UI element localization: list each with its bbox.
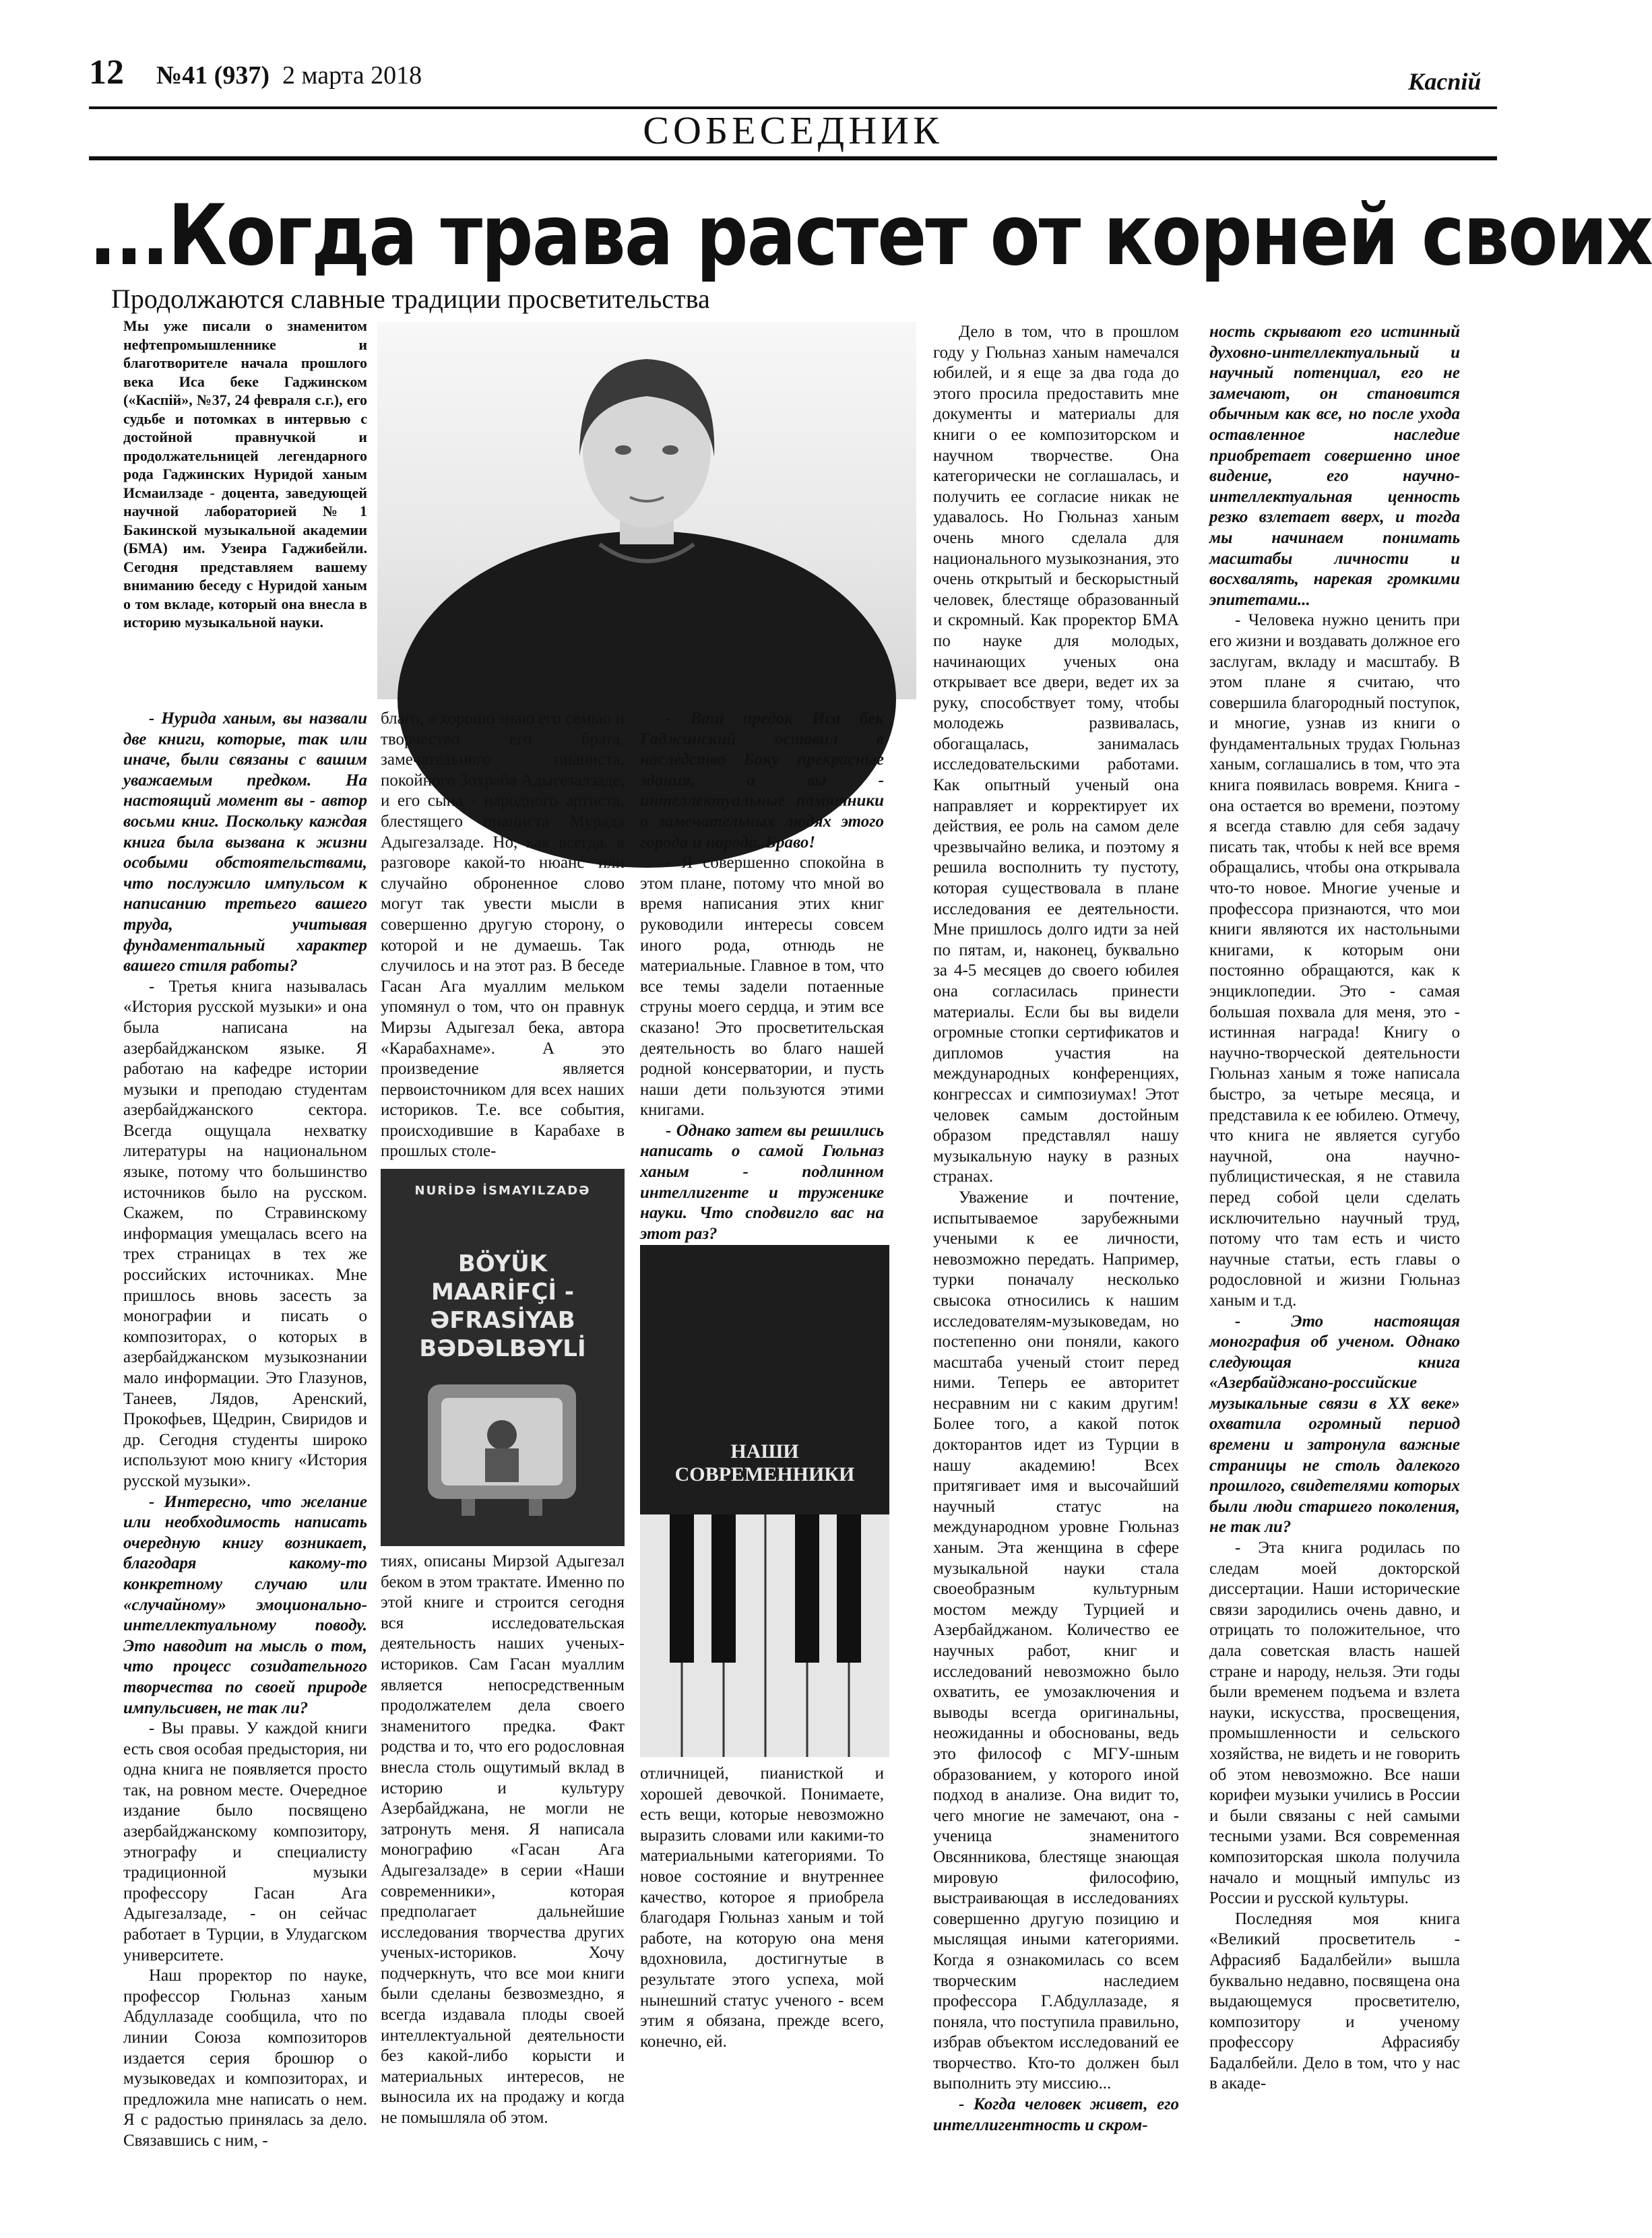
tv-illustration [421, 1371, 583, 1519]
lead-text: Мы уже писали о знаменитом нефтепромышленнике и благотворителе начала прошлого века Иса беке Гаджинском («Каспiй», №37, 24 февраля с.г.), его судьбе и потомках в интервью с достойной правнучкой и продолжательницей легендарного рода Гаджинских Нуридой ханым Исмаилзаде - доцента, заведующей научной лабораторией №1 Бакинской музыкальной академии (БМА) им. Узеира Гаджибейли. Сегодня представляем вашему вниманию беседу с Нуридой ханым о том вкладе, который она внесла в историю музыкальной науки. [123, 317, 367, 631]
column-4 [933, 322, 1179, 2218]
book-author: NURİDƏ İSMAYILZADƏ [414, 1184, 591, 1198]
issue-date: 2 марта 2018 [282, 61, 422, 90]
question-5-continued: ность скрывают его истинный духовно-интеллектуальный и научный потенциал, его не замечают, он становится обычным как все, но после ухода оставленное наследие приобретает совершенно иное видение, его научно-интеллектуальная ценность резко взлетает вверх, и тогда мы начинаем понимать масштабы личности и восхвалять, нарекая громкими эпитетами... [1209, 323, 1460, 609]
answer-paragraph: Последняя моя книга «Великий просветитель - Афрасияб Бадалбейли» вышла буквально недавно, посвящена она выдающемуся просветителю, композитору и ученому профессору Афрасиябу Бадалбейли. Дело в том, что у нас в акаде- [1209, 1909, 1460, 2093]
answer-paragraph: отличницей, пианисткой и хорошей девочкой. Понимаете, есть вещи, которые невозможно выразить словами или какими-то материальными категориями. То новое состояние и внутреннее качество, которое я приобрела благодаря Гюльназ ханым и той работе, на которую она меня вдохновила, достигнутые в результате этого успеха, мой нынешний статус ученого - всем этим я обязана, прежде всего, конечно, ей. [640, 1764, 884, 2051]
answer-paragraph: - Я совершенно спокойна в этом плане, потому что мной во время написания этих книг руководили интересы совсем иного рода, отнюдь не материальные. Главное в том, что все темы задели потаенные струны моего сердца, и этим все сказано! Это просветительская деятельность во благо нашей родной консерватории, и пусть наши дети пользуются этими книгами. [640, 854, 884, 1120]
answer-paragraph: - Вы правы. У каждой книги есть своя особая предыстория, ни одна книга не появляется просто так, на ровном месте. Очередное издание было посвящено азербайджанскому композитору, этнографу и специалисту традиционной музыки профессору Гасан Ага Адыгезалзаде, - он сейчас работает в Турции, в Улудагском университете. [123, 1719, 367, 1964]
column-5 [1209, 322, 1460, 2218]
newspaper-brand: Каспiй [1408, 68, 1482, 95]
issue-info [156, 61, 422, 90]
lead-block [123, 317, 367, 686]
book-cover-badalbeyli [381, 1169, 625, 1546]
rubric: СОБЕСЕДНИК [643, 108, 943, 152]
question-4: - Однако затем вы решились написать о самой Гюльназ ханым - подлинном интеллигенте и труженике науки. Что сподвигло вас на этот раз? [640, 1121, 884, 1243]
question-5: - Когда человек живет, его интеллигентность и скром- [933, 2095, 1179, 2134]
column-3-top [640, 709, 884, 1243]
issue-number: №41 (937) [156, 61, 269, 90]
answer-paragraph: благо, я хорошо знаю его семью и творчество его брата, замечательного пианиста, покойного Зохраба Адыгезалзаде, и его сына - народного артиста, блестящего пианиста Мурада Адыгезалзаде. Но, как всегда, в разговоре какой-то нюанс или случайно оброненное слово могут так увести мысли в совершенно другую сторону, о которой и не думаешь. Так случилось и на этот раз. В беседе Гасан Ага муаллим мельком упомянул о том, что он правнук Мирзы Адыгезал бека, автора «Карабахнаме». А это произведение является первоисточником для всех наших историков. Т.е. все события, происходившие в Карабахе в прошлых столе- [381, 709, 625, 1161]
question-6: - Это настоящая монография об ученом. Однако следующая книга «Азербайджано-российские музыкальные связи в XX веке» охватила огромный период времени и затронула важные страницы не столь далекого прошлого, свидетелями которых были люди старшего поколения, не так ли? [1209, 1312, 1460, 1537]
book-title: НАШИ СОВРЕМЕННИКИ [674, 1440, 855, 1485]
column-2-top [381, 709, 625, 1160]
headline: ...Когда трава растет от корней своих [89, 187, 1652, 284]
answer-paragraph: Дело в том, что в прошлом году у Гюльназ ханым намечался юбилей, и я еще за два года до этого просила предоставить мне документы и материалы для книги о ее композиторском и научном творчестве. Она категорически не соглашалась, и получить ее согласие никак не удавалось. Но Гюльназ ханым очень много сделала для национального музыкознания, это очень открытый и бескорыстный человек, блестяще образованный и скромный. Как проректор БМА по науке для молодых, начинающих ученых она открывает все двери, ведет их за руку, способствует тому, чтобы молодежь развивалась, обогащалась, занималась исследовательскими работами. Как опытный ученый она направляет и корректирует их действия, ее роль на самом деле чрезвычайно велика, и поэтому я решила восполнить ту пустоту, которая существовала в плане исследования ее деятельности. Мне пришлось долго идти за ней по пятам, и, наконец, буквально за 4-5 месяцев до своего юбилея она согласилась принести материалы. Если бы вы видели огромные стопки сертификатов и дипломов участия на международных конференциях, конгрессах и симпозиумах! Этот человек самым достойным образом представлял нашу музыкальную науку в разных странах. [933, 323, 1179, 1186]
answer-paragraph: - Третья книга называлась «История русской музыки» и она была написана на азербайджанском языке. Я работаю на кафедре истории музыки и преподаю студентам азербайджанского сектора. Всегда ощущала нехватку литературы на национальном языке, потому что большинство источников было на русском. Скажем, по Стравинскому информация умещалась всего на трех страницах в тех же российских источниках. Мне пришлось вновь засесть за монографии и писать о композиторах, о которых в азербайджанском музыкознании мало информации. Это Глазунов, Танеев, Лядов, Аренский, Прокофьев, Щедрин, Свиридов и др. Сегодня студенты широко используют мою книгу «История русской музыки». [123, 977, 367, 1490]
answer-paragraph: - Эта книга родилась по следам моей докторской диссертации. Наши исторические связи зародились очень давно, и отрицать то положительное, что дала советская власть нашей стране и народу, нельзя. Эти годы были временем подъема и взлета науки, искусства, просвещения, промышленности и сельского хозяйства, не видеть и не говорить об этом невозможно. Все наши корифеи музыки учились в России и были связаны с ней самыми тесными узами. Вся современная композиторская школа получила начало и мощный импульс из России и русской культуры. [1209, 1539, 1460, 1908]
page-number: 12 [89, 53, 124, 92]
answer-paragraph: тиях, описаны Мирзой Адыгезал беком в этом трактате. Именно по этой книге и строится сегодня вся исследовательская деятельность наших ученых-историков. Сам Гасан муаллим является непосредственным продолжателем дела своего знаменитого предка. Факт родства и то, что его родословная внесла столь ощутимый вклад в историю и культуру Азербайджана, не могли не затронуть меня. Я написала монографию «Гасан Ага Адыгезалзаде» в серии «Наши современники», которая предполагает дальнейшие исследования творчества других ученых-историков. Хочу подчеркнуть, что все мои книги были сделаны безвозмездно, я всегда издавала плоды своей интеллектуальной деятельности без какой-либо корысти и материальных интересов, не выносила их на продажу и когда не помышляла об этом. [381, 1552, 625, 2128]
book-title: BÖYÜK MAARİFÇİ - ƏFRASİYAB BƏDƏLBƏYLİ [419, 1250, 586, 1362]
column-1 [123, 709, 367, 2218]
portrait-illustration [377, 322, 916, 699]
question-1: - Нурида ханым, вы назвали две книги, которые, так или иначе, были связаны с вашим уважаемым предком. На настоящий момент вы - автор восьми книг. Поскольку каждая книга была вызвана к жизни особыми обстоятельствами, что послужило импульсом к написанию третьего вашего труда, учитывая фундаментальный характер вашего стиля работы? [123, 709, 367, 976]
column-3-bottom [640, 1764, 884, 2218]
piano-keys-illustration [640, 1514, 889, 1757]
question-3: - Ваш предок Иса бек Гаджинский оставил в наследство Баку прекрасные здания, а вы - интеллектуальные памятники о замечательных людях этого города и народа. Браво! [640, 709, 884, 852]
question-2: - Интересно, что желание или необходимость написать очередную книгу возникает, благодаря какому-то конкретному случаю или «случайному» эмоционально-интеллектуальному поводу. Это наводит на мысль о том, что процесс созидательного творчества по своей природе импульсивен, не так ли? [123, 1492, 367, 1717]
answer-paragraph: Наш проректор по науке, профессор Гюльназ ханым Абдуллазаде сообщила, что по линии Союза композиторов издается серия брошюр о музыковедах и композиторах, и предложила мне написать о нем. Я с радостью принялась за дело. Связавшись с ним, - [123, 1967, 367, 2150]
book-cover-sovremenniki [640, 1245, 889, 1757]
rubric-rule [89, 156, 1497, 160]
column-2-bottom [381, 1552, 625, 2218]
portrait-photo [377, 322, 916, 699]
subhead: Продолжаются славные традиции просветительства [111, 284, 710, 314]
answer-paragraph: Уважение и почтение, испытываемое зарубежными учеными к ее личности, невозможно передать. Например, турки поначалу несколько свысока относились к нашим исследователям-музыковедам, но постепенно они поняли, какого масштаба ученый стоит перед ними. Теперь ее авторитет несравним ни с каким другим! Более того, а какой поток докторантов идет из Турции в нашу академию! Всех притягивает имя и высочайший научный статус на международном уровне Гюльназ ханым. Эта женщина в сфере музыкальной науки стала своеобразным культурным мостом между Турцией и Азербайджаном. Количество ее научных работ, книг и исследований невозможно было охватить, ее умозаключения и выводы всегда оригинальны, неожиданны и обоснованы, ведь это философ с МГУ-шным образованием, у которого иной подход в анализе. Она видит то, чего многие не замечают, она - ученица знаменитого Овсянникова, блестяще знающая мировую философию, выстраивающая в исследованиях совершенно другую позицию и мыслящая иными категориями. Когда я ознакомилась со всем творческим наследием профессора Г.Абдуллазаде, я поняла, что поступила правильно, избрав объектом исследований ее творчество. Кто-то должен был выполнить эту миссию... [933, 1188, 1179, 2093]
answer-paragraph: - Человека нужно ценить при его жизни и воздавать должное его заслугам, вкладу и масштабу. В этом плане я считаю, что совершила благородный поступок, и многие, узнав из книги о фундаментальных трудах Гюльназ ханым, соглашались в том, что эта книга появилась вовремя. Книга - она остается во времени, поэтому я всегда ставлю для себя задачу писать так, чтобы к ней все время обращались, чтобы она открывала что-то новое. Многие ученые и профессора признаются, что мои книги являются их настольными книгами, к которым они постоянно обращаются, как к энциклопедии. Это - самая большая похвала для меня, это - истинная награда! Книгу о научно-творческой деятельности Гюльназ ханым я тоже написала быстро, за четыре месяца, и представила к ее юбилею. Отмечу, что книга не является сугубо научной, она научно-публицистическая, я не ставила перед собой цели сделать исключительно научный труд, потому что там есть и чисто научные статьи, есть главы о родословной и жизни Гюльназ ханым и т.д. [1209, 611, 1460, 1310]
